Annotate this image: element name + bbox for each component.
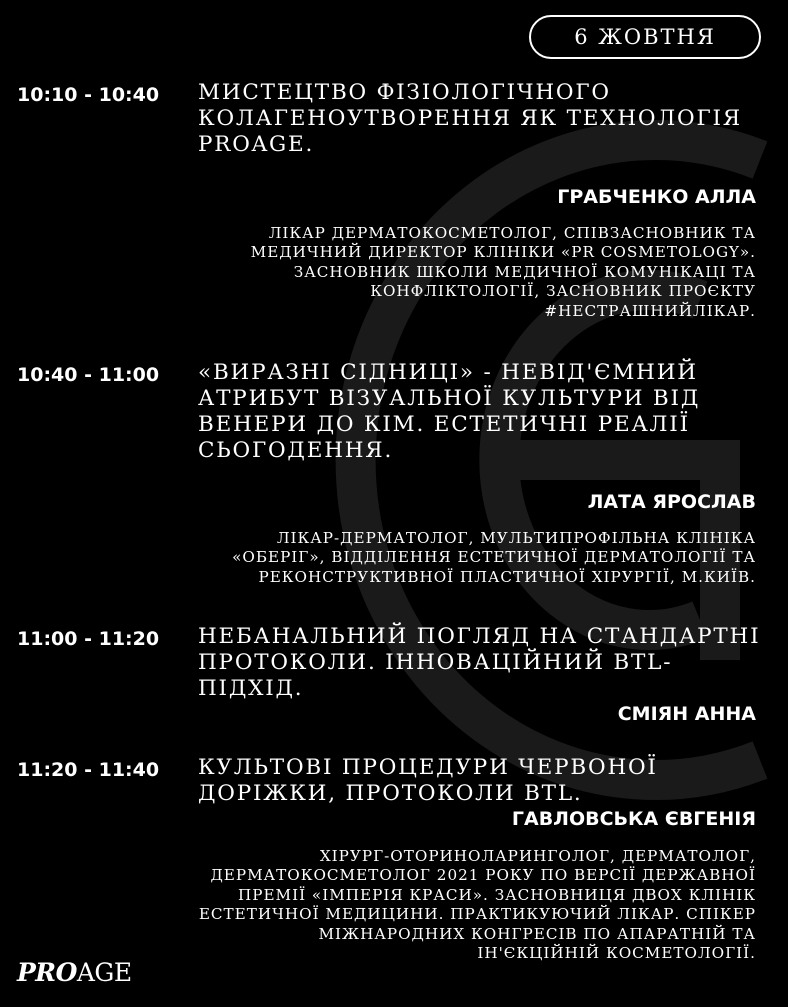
date-badge: 6 ЖОВТНЯ [529, 15, 761, 59]
speaker-name: ГРАБЧЕНКО АЛЛА [557, 186, 756, 208]
speaker-bio: ЛІКАР-ДЕРМАТОЛОГ, МУЛЬТИПРОФІЛЬНА КЛІНІКА «ОБЕРІГ», ВІДДІЛЕННЯ ЕСТЕТИЧНОЇ ДЕРМАТОЛОГІЇ ТА РЕКОНСТРУКТИВНОЇ ПЛАСТИЧНОЇ ХІРУРГІЇ, М.КИЇВ. [232, 529, 756, 586]
session-time: 11:20 - 11:40 [17, 759, 160, 781]
session-title: «ВИРАЗНІ СІДНИЦІ» - НЕВІД'ЄМНИЙ АТРИБУТ ВІЗУАЛЬНОЇ КУЛЬТУРИ ВІД ВЕНЕРИ ДО КІМ. ЕСТЕТИЧНІ РЕАЛІЇ СЬОГОДЕННЯ. [198, 360, 701, 463]
session-time: 11:00 - 11:20 [17, 628, 160, 650]
session-title: МИСТЕЦТВО ФІЗІОЛОГІЧНОГО КОЛАГЕНОУТВОРЕННЯ ЯК ТЕХНОЛОГІЯ PROAGE. [198, 80, 742, 157]
session-title: НЕБАНАЛЬНИЙ ПОГЛЯД НА СТАНДАРТНІ ПРОТОКОЛИ. ІННОВАЦІЙНИЙ BTL-ПІДХІД. [198, 624, 761, 701]
speaker-bio: ХІРУРГ-ОТОРИНОЛАРИНГОЛОГ, ДЕРМАТОЛОГ, ДЕРМАТОКОСМЕТОЛОГ 2021 РОКУ ПО ВЕРСІЇ ДЕРЖАВНОЇ ПРЕМІЇ «ІМПЕРІЯ КРАСИ». ЗАСНОВНИЦЯ ДВОХ КЛІНІК ЕСТЕТИЧНОЇ МЕДИЦИНИ. ПРАКТИКУЮЧИЙ ЛІКАР. СПІКЕР МІЖНАРОДНИХ КОНГРЕСІВ ПО АПАРАТНІЙ ТА ІН'ЄКЦІЙНІЙ КОСМЕТОЛОГІЇ. [198, 847, 756, 963]
speaker-name: ГАВЛОВСЬКА ЄВГЕНІЯ [511, 808, 756, 830]
speaker-name: СМІЯН АННА [617, 703, 756, 725]
speaker-name: ЛАТА ЯРОСЛАВ [587, 491, 756, 513]
proage-logo: PROAGE [17, 958, 132, 987]
session-time: 10:10 - 10:40 [17, 84, 160, 106]
session-title: КУЛЬТОВІ ПРОЦЕДУРИ ЧЕРВОНОЇ ДОРІЖКИ, ПРОТОКОЛИ BTL. [198, 755, 658, 806]
session-time: 10:40 - 11:00 [17, 364, 160, 386]
speaker-bio: ЛІКАР ДЕРМАТОКОСМЕТОЛОГ, СПІВЗАСНОВНИК ТА МЕДИЧНИЙ ДИРЕКТОР КЛІНІКИ «PR COSMETOLOGY». ЗАСНОВНИК ШКОЛИ МЕДИЧНОЇ КОМУНІКАЦІ ТА КОНФЛІКТОЛОГІЇ, ЗАСНОВНИК ПРОЄКТУ #НЕСТРАШНИЙЛІКАР. [250, 224, 756, 320]
